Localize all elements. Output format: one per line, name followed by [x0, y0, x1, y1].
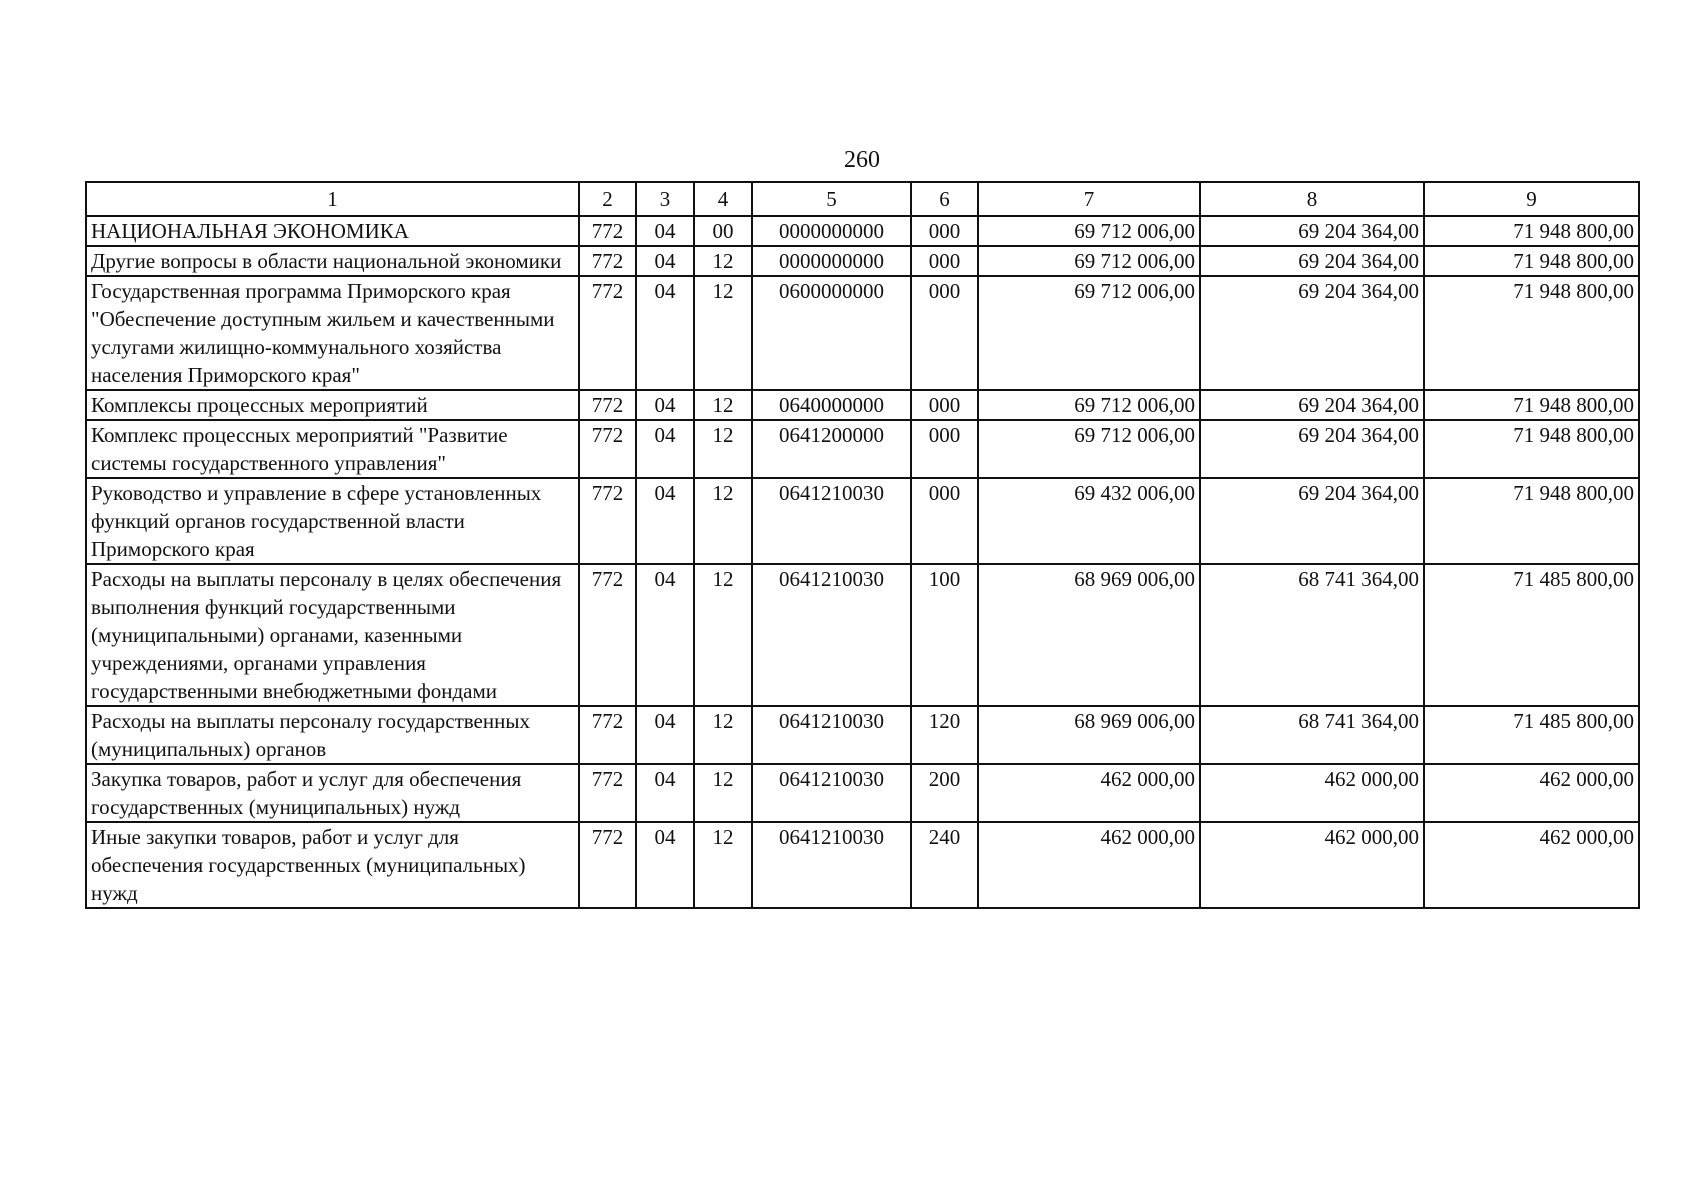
table-row: [86, 216, 1639, 246]
code-cell: 12: [694, 478, 752, 564]
code-cell: 000: [911, 390, 978, 420]
page-number: 260: [844, 147, 880, 173]
code-cell: 04: [636, 564, 694, 706]
code-cell: 772: [579, 764, 636, 822]
code-cell: 0641210030: [752, 764, 911, 822]
amount-cell: 69 204 364,00: [1200, 276, 1424, 390]
amount-cell: 68 969 006,00: [978, 706, 1200, 764]
table-row: [86, 246, 1639, 276]
amount-cell: 69 712 006,00: [978, 276, 1200, 390]
amount-cell: 69 432 006,00: [978, 478, 1200, 564]
code-cell: 0640000000: [752, 390, 911, 420]
code-cell: 0641210030: [752, 564, 911, 706]
code-cell: 12: [694, 706, 752, 764]
code-cell: 04: [636, 420, 694, 478]
code-cell: 120: [911, 706, 978, 764]
row-name: Государственная программа Приморского края "Обеспечение доступным жильем и качественными услугами жилищно-коммунального хозяйства населения Приморского края": [86, 276, 579, 390]
code-cell: 04: [636, 390, 694, 420]
code-cell: 12: [694, 390, 752, 420]
amount-cell: 68 741 364,00: [1200, 706, 1424, 764]
code-cell: 000: [911, 420, 978, 478]
table-row: [86, 706, 1639, 764]
amount-cell: 71 948 800,00: [1424, 246, 1639, 276]
column-header: 9: [1424, 182, 1639, 216]
code-cell: 772: [579, 276, 636, 390]
amount-cell: 71 485 800,00: [1424, 564, 1639, 706]
column-header: 8: [1200, 182, 1424, 216]
amount-cell: 69 712 006,00: [978, 390, 1200, 420]
amount-cell: 71 948 800,00: [1424, 420, 1639, 478]
code-cell: 04: [636, 276, 694, 390]
code-cell: 04: [636, 706, 694, 764]
code-cell: 04: [636, 216, 694, 246]
code-cell: 12: [694, 276, 752, 390]
table-row: [86, 564, 1639, 706]
amount-cell: 68 969 006,00: [978, 564, 1200, 706]
code-cell: 772: [579, 706, 636, 764]
amount-cell: 69 204 364,00: [1200, 390, 1424, 420]
code-cell: 000: [911, 246, 978, 276]
code-cell: 000: [911, 276, 978, 390]
code-cell: 0641210030: [752, 822, 911, 908]
code-cell: 04: [636, 822, 694, 908]
budget-table: [85, 181, 1640, 909]
column-header: 4: [694, 182, 752, 216]
amount-cell: 69 712 006,00: [978, 246, 1200, 276]
code-cell: 772: [579, 564, 636, 706]
code-cell: 12: [694, 822, 752, 908]
code-cell: 772: [579, 246, 636, 276]
code-cell: 12: [694, 420, 752, 478]
row-name: Иные закупки товаров, работ и услуг для обеспечения государственных (муниципальных) нужд: [86, 822, 579, 908]
code-cell: 772: [579, 390, 636, 420]
amount-cell: 69 204 364,00: [1200, 478, 1424, 564]
column-header: 7: [978, 182, 1200, 216]
row-name: Закупка товаров, работ и услуг для обеспечения государственных (муниципальных) нужд: [86, 764, 579, 822]
column-header: 3: [636, 182, 694, 216]
amount-cell: 462 000,00: [978, 764, 1200, 822]
code-cell: 04: [636, 246, 694, 276]
table-row: [86, 822, 1639, 908]
row-name: Комплекс процессных мероприятий "Развитие системы государственного управления": [86, 420, 579, 478]
code-cell: 000: [911, 478, 978, 564]
column-header: 6: [911, 182, 978, 216]
amount-cell: 69 712 006,00: [978, 420, 1200, 478]
code-cell: 12: [694, 246, 752, 276]
amount-cell: 69 204 364,00: [1200, 420, 1424, 478]
column-header: 2: [579, 182, 636, 216]
code-cell: 0000000000: [752, 216, 911, 246]
code-cell: 12: [694, 564, 752, 706]
amount-cell: 71 485 800,00: [1424, 706, 1639, 764]
code-cell: 240: [911, 822, 978, 908]
code-cell: 772: [579, 822, 636, 908]
code-cell: 0641210030: [752, 706, 911, 764]
amount-cell: 462 000,00: [1424, 764, 1639, 822]
amount-cell: 462 000,00: [1200, 764, 1424, 822]
code-cell: 200: [911, 764, 978, 822]
amount-cell: 71 948 800,00: [1424, 276, 1639, 390]
amount-cell: 68 741 364,00: [1200, 564, 1424, 706]
table-row: [86, 420, 1639, 478]
column-header: 1: [86, 182, 579, 216]
amount-cell: 69 204 364,00: [1200, 216, 1424, 246]
row-name: Комплексы процессных мероприятий: [86, 390, 579, 420]
amount-cell: 71 948 800,00: [1424, 390, 1639, 420]
code-cell: 04: [636, 478, 694, 564]
column-header: 5: [752, 182, 911, 216]
code-cell: 000: [911, 216, 978, 246]
row-name: Расходы на выплаты персоналу государственных (муниципальных) органов: [86, 706, 579, 764]
code-cell: 772: [579, 478, 636, 564]
amount-cell: 462 000,00: [978, 822, 1200, 908]
table-row: [86, 764, 1639, 822]
code-cell: 0641200000: [752, 420, 911, 478]
code-cell: 04: [636, 764, 694, 822]
code-cell: 0000000000: [752, 246, 911, 276]
code-cell: 772: [579, 420, 636, 478]
table-row: [86, 276, 1639, 390]
amount-cell: 71 948 800,00: [1424, 216, 1639, 246]
table-row: [86, 390, 1639, 420]
code-cell: 12: [694, 764, 752, 822]
row-name: Руководство и управление в сфере установленных функций органов государственной власти Приморского края: [86, 478, 579, 564]
code-cell: 0600000000: [752, 276, 911, 390]
row-name: Расходы на выплаты персоналу в целях обеспечения выполнения функций государственными (муниципальными) органами, казенными учреждениями, органами управления государственными внебюджетными фондами: [86, 564, 579, 706]
amount-cell: 71 948 800,00: [1424, 478, 1639, 564]
row-name: НАЦИОНАЛЬНАЯ ЭКОНОМИКА: [86, 216, 579, 246]
row-name: Другие вопросы в области национальной экономики: [86, 246, 579, 276]
code-cell: 0641210030: [752, 478, 911, 564]
amount-cell: 69 204 364,00: [1200, 246, 1424, 276]
header-row: [86, 182, 1639, 216]
amount-cell: 462 000,00: [1424, 822, 1639, 908]
code-cell: 00: [694, 216, 752, 246]
code-cell: 100: [911, 564, 978, 706]
code-cell: 772: [579, 216, 636, 246]
amount-cell: 69 712 006,00: [978, 216, 1200, 246]
table-row: [86, 478, 1639, 564]
amount-cell: 462 000,00: [1200, 822, 1424, 908]
